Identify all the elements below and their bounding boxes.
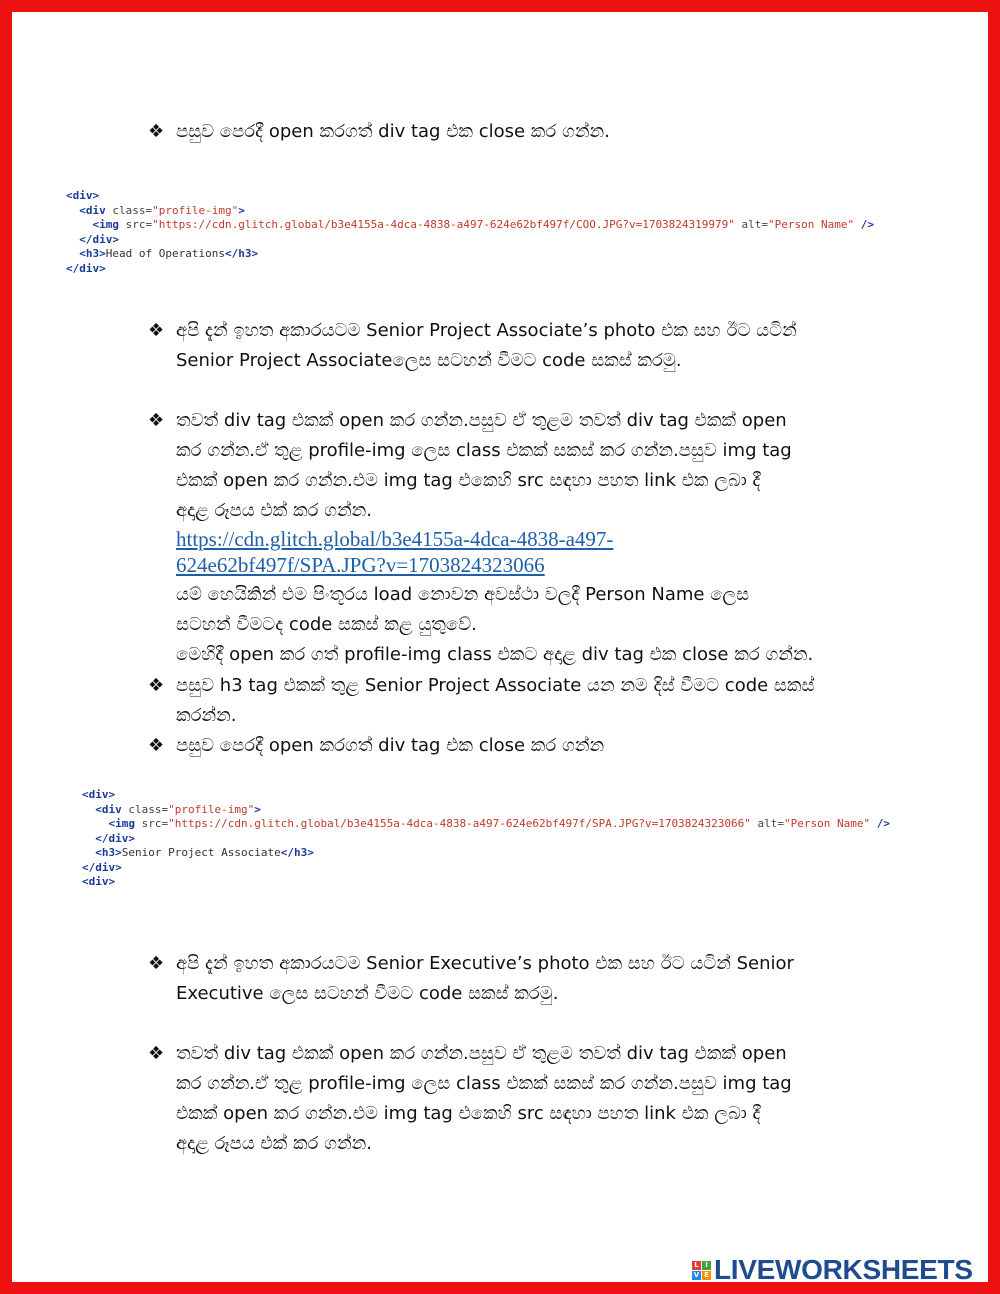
code-attr: class= bbox=[121, 802, 169, 816]
code-tag: > bbox=[254, 802, 261, 816]
link-line[interactable]: 624e62bf497f/SPA.JPG?v=1703824323066 bbox=[176, 553, 545, 577]
logo-letter: L bbox=[692, 1261, 701, 1270]
code-tag: /> bbox=[854, 218, 875, 231]
code-tag: /> bbox=[870, 817, 891, 830]
bullet-diamond-icon: ❖ bbox=[148, 410, 165, 431]
bullet-diamond-icon: ❖ bbox=[148, 735, 165, 756]
instruction-text: එකක් open කර ගන්න.එම img tag එකෙහි src සඳහා පහත link එක ලබා දී bbox=[176, 1103, 761, 1124]
code-string: "profile-img" bbox=[168, 802, 255, 816]
instruction-step-spa-intro bbox=[148, 316, 888, 376]
instruction-step-close-div bbox=[148, 117, 888, 147]
code-tag: > bbox=[238, 203, 245, 217]
code-tag: <div> bbox=[82, 875, 116, 888]
image-url-link[interactable] bbox=[176, 526, 613, 578]
instruction-step-se-div bbox=[148, 1039, 888, 1159]
note-text: සටහන් වීමටද code සකස් කළ යුතුවේ. bbox=[176, 614, 477, 635]
note-text: යම් හෙයිකින් එම පිංතූරය load නොවන අවස්ථා වලදී Person Name ලෙස bbox=[176, 584, 750, 605]
code-string: "Person Name" bbox=[768, 218, 855, 231]
instruction-text: කරන්න. bbox=[176, 705, 237, 726]
instruction-text: එකක් open කර ගන්න.එම img tag එකෙහි src සඳහා පහත link එක ලබා දී bbox=[176, 470, 761, 491]
logo-letter: I bbox=[702, 1261, 711, 1270]
code-attr: class= bbox=[105, 203, 153, 217]
code-tag: <div> bbox=[66, 189, 100, 202]
code-tag: <div bbox=[95, 802, 122, 816]
code-tag: <img bbox=[108, 817, 135, 830]
instruction-text: කර ගන්න.ඒ තුළ profile-img ලෙස class එකක් සකස් කර ගන්න.පසුව img tag bbox=[176, 440, 792, 461]
code-tag: </div> bbox=[79, 232, 119, 246]
liveworksheets-logo-icon bbox=[692, 1261, 711, 1280]
instruction-step-spa-div bbox=[148, 406, 888, 526]
code-tag: </h3> bbox=[280, 846, 314, 859]
code-snippet-spa bbox=[82, 788, 890, 890]
code-string: "https://cdn.glitch.global/b3e4155a-4dca-4838-a497-624e62bf497f/COO.JPG?v=1703824319979" bbox=[152, 218, 735, 231]
instruction-step-h3 bbox=[148, 671, 888, 731]
instruction-text: පසුව පෙරදී open කරගත් div tag එක close කර ගන්න bbox=[176, 735, 605, 756]
bullet-diamond-icon: ❖ bbox=[148, 1043, 165, 1064]
liveworksheets-logo bbox=[692, 1253, 973, 1287]
code-tag: <img bbox=[92, 218, 119, 231]
logo-letter: E bbox=[702, 1271, 711, 1280]
logo-text: LIVEWORKSHEETS bbox=[714, 1254, 973, 1285]
code-tag: </div> bbox=[66, 261, 106, 275]
instruction-text: Executive ලෙස සටහන් වීමට code සකස් කරමු. bbox=[176, 983, 559, 1004]
instruction-text: තවත් div tag එකක් open කර ගන්න.පසුව ඒ තුළම තවත් div tag එකක් open bbox=[176, 1043, 787, 1064]
code-string: "https://cdn.glitch.global/b3e4155a-4dca-4838-a497-624e62bf497f/SPA.JPG?v=1703824323066" bbox=[168, 817, 751, 830]
logo-letter: V bbox=[693, 1270, 700, 1279]
note-text: මෙහිදී open කර ගත් profile-img class එකට අදාළ div tag එක close කර ගන්න. bbox=[176, 644, 814, 665]
code-tag: <h3> bbox=[95, 846, 122, 859]
instruction-text: පසුව පෙරදී open කරගත් div tag එක close කර ගන්න. bbox=[176, 121, 610, 142]
code-tag: </div> bbox=[82, 860, 122, 874]
instruction-note bbox=[176, 580, 896, 670]
link-line[interactable]: https://cdn.glitch.global/b3e4155a-4dca-4838-a497- bbox=[176, 527, 614, 551]
bullet-diamond-icon: ❖ bbox=[148, 953, 165, 974]
instruction-step-close-outer-div bbox=[148, 731, 888, 761]
bullet-diamond-icon: ❖ bbox=[148, 121, 165, 142]
instruction-text: පසුව h3 tag එකක් තුළ Senior Project Associate යන නම දිස් වීමට code සකස් bbox=[176, 675, 815, 696]
instruction-text: Senior Project Associateලෙස සටහන් වීමට code සකස් කරමු. bbox=[176, 350, 682, 371]
instruction-text: අපි දැන් ඉහත අකාරයටම Senior Project Associate’s photo එක සහ ඊට යටින් bbox=[176, 320, 797, 341]
code-text: Senior Project Associate bbox=[121, 846, 281, 859]
code-string: "profile-img" bbox=[152, 203, 239, 217]
bullet-diamond-icon: ❖ bbox=[148, 320, 165, 341]
code-snippet-coo bbox=[66, 189, 874, 276]
instruction-text: අපි දැන් ඉහත අකාරයටම Senior Executive’s photo එක සහ ඊට යටින් Senior bbox=[176, 953, 794, 974]
code-attr: alt= bbox=[734, 218, 769, 231]
instruction-text: අදාළ රූපය එක් කර ගන්න. bbox=[176, 1133, 372, 1154]
code-attr: alt= bbox=[750, 817, 785, 830]
code-string: "Person Name" bbox=[784, 817, 871, 830]
code-tag: </div> bbox=[95, 831, 135, 845]
code-tag: <div> bbox=[82, 788, 116, 801]
instruction-text: අදාළ රූපය එක් කර ගන්න. bbox=[176, 500, 372, 521]
code-tag: <h3> bbox=[79, 247, 106, 260]
instruction-text: කර ගන්න.ඒ තුළ profile-img ලෙස class එකක් සකස් කර ගන්න.පසුව img tag bbox=[176, 1073, 792, 1094]
code-tag: </h3> bbox=[224, 247, 259, 260]
instruction-text: තවත් div tag එකක් open කර ගන්න.පසුව ඒ තුළම තවත් div tag එකක් open bbox=[176, 410, 787, 431]
code-attr: src= bbox=[135, 817, 169, 830]
bullet-diamond-icon: ❖ bbox=[148, 675, 165, 696]
code-attr: src= bbox=[119, 218, 153, 231]
instruction-step-se-intro bbox=[148, 949, 888, 1009]
code-tag: <div bbox=[79, 203, 106, 217]
code-text: Head of Operations bbox=[105, 247, 225, 260]
